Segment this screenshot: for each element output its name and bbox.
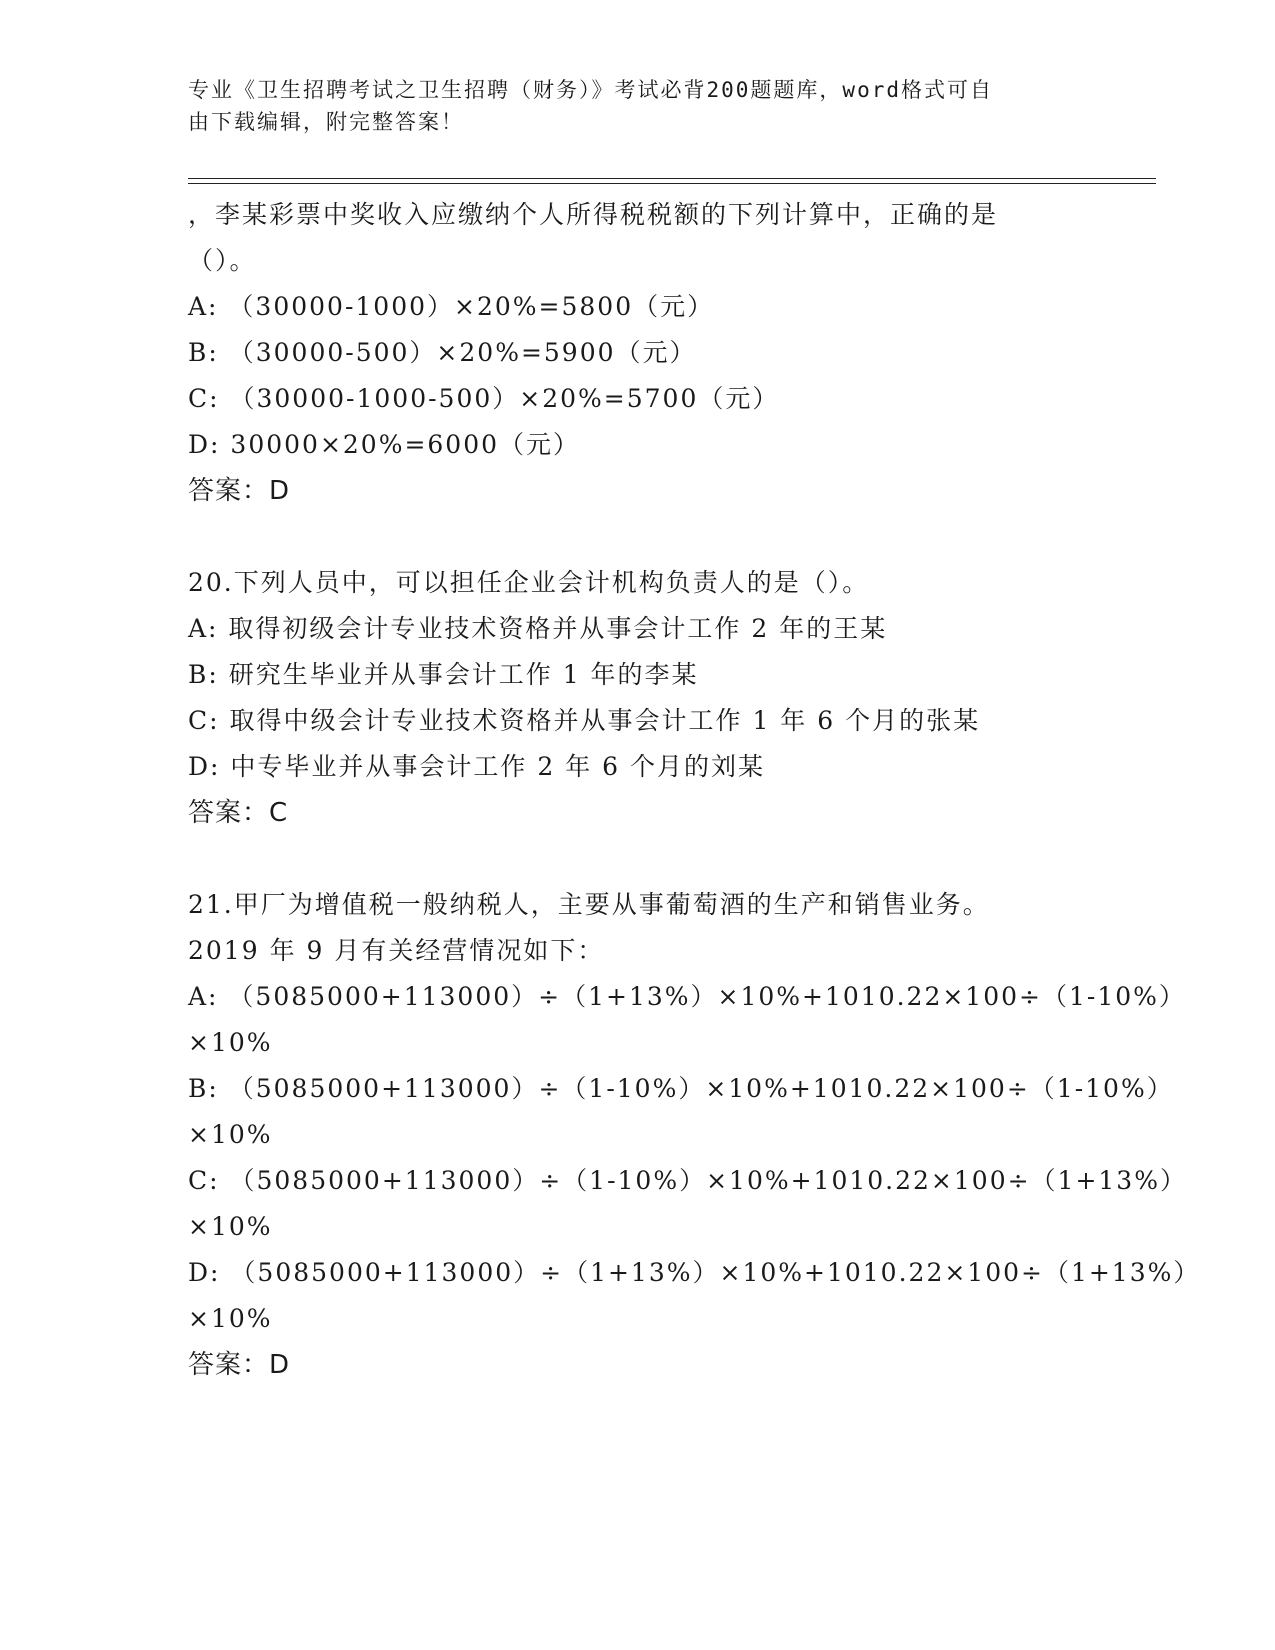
option-b-continued: ×10% [188, 1120, 273, 1149]
option-d: D: 中专毕业并从事会计工作 2 年 6 个月的刘某 [188, 752, 766, 781]
answer-line: 答案：D [188, 1350, 291, 1380]
spacer [188, 514, 1088, 560]
option-a: A: 取得初级会计专业技术资格并从事会计工作 2 年的王某 [188, 614, 888, 643]
question-stem-line: ，李某彩票中奖收入应缴纳个人所得税税额的下列计算中，正确的是 [188, 200, 999, 229]
answer-line: 答案：D [188, 476, 291, 506]
header-line-1: 专业《卫生招聘考试之卫生招聘（财务）》考试必背200题题库，word格式可自 [188, 78, 993, 102]
question-20 [188, 560, 1088, 836]
question-stem-line: 2019 年 9 月有关经营情况如下： [188, 936, 605, 965]
option-c: C: （30000-1000-500）×20%=5700（元） [188, 384, 780, 413]
question-21 [188, 882, 1201, 1388]
spacer [188, 836, 1088, 882]
question-stem-line: （）。 [188, 246, 257, 275]
answer-line: 答案：C [188, 798, 289, 828]
question-stem-line: 21.甲厂为增值税一般纳税人，主要从事葡萄酒的生产和销售业务。 [188, 890, 990, 919]
option-b: B: （5085000+113000）÷（1-10%）×10%+1010.22×100÷（1-10%） [188, 1074, 1174, 1103]
option-b: B: （30000-500）×20%=5900（元） [188, 338, 697, 367]
option-a: A: （30000-1000）×20%=5800（元） [188, 292, 715, 321]
option-b: B: 研究生毕业并从事会计工作 1 年的李某 [188, 660, 699, 689]
option-d: D: （5085000+113000）÷（1+13%）×10%+1010.22×100÷（1+13%） [188, 1258, 1201, 1287]
header-rule-top [188, 178, 1156, 179]
question-stem-line: 20.下列人员中，可以担任企业会计机构负责人的是（）。 [188, 568, 870, 597]
option-c: C: 取得中级会计专业技术资格并从事会计工作 1 年 6 个月的张某 [188, 706, 981, 735]
option-a-continued: ×10% [188, 1028, 273, 1057]
option-d: D: 30000×20%=6000（元） [188, 430, 581, 459]
option-c-continued: ×10% [188, 1212, 273, 1241]
question-list [188, 192, 1201, 1388]
header-rule-bottom [188, 183, 1156, 184]
option-d-continued: ×10% [188, 1304, 273, 1333]
question-19 [188, 192, 1088, 514]
option-a: A: （5085000+113000）÷（1+13%）×10%+1010.22×100÷（1-10%） [188, 982, 1186, 1011]
option-c: C: （5085000+113000）÷（1-10%）×10%+1010.22×100÷（1+13%） [188, 1166, 1187, 1195]
document-header [188, 74, 1068, 138]
header-line-2: 由下载编辑，附完整答案！ [188, 110, 464, 134]
